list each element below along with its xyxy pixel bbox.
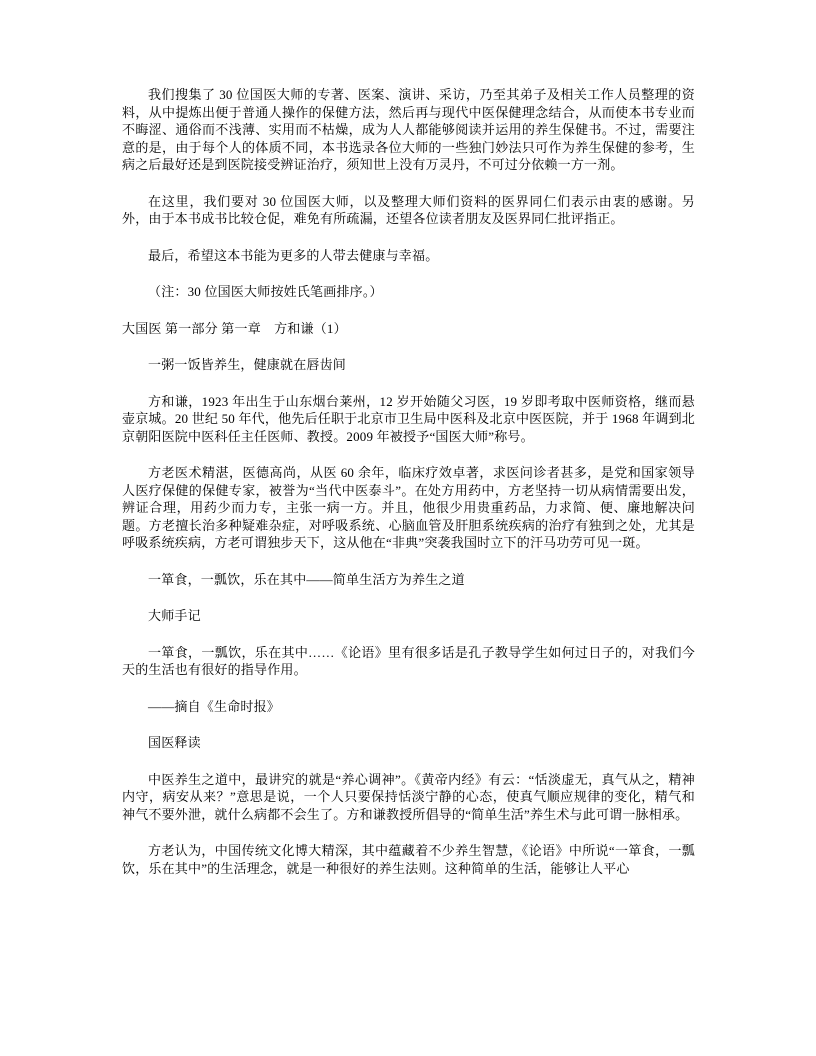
paragraph: 方老医术精湛，医德高尚，从医 60 余年，临床疗效卓著，求医问诊者甚多，是党和国家领导人医疗保健的保健专家，被誉为“当代中医泰斗”。在处方用药中，方老坚持一切从病情需要出发，辨证合理，用药少而力专，主张一病一方。并且，他很少用贵重药品，力求简、便、廉地解决问题。方老擅长治多种疑难杂症，对呼吸系统、心脑血管及肝胆系统疾病的治疗有独到之处，尤其是呼吸系统疾病，方老可谓独步天下，这从他在“非典”突袭我国时立下的汗马功劳可见一斑。 — [122, 465, 695, 550]
paragraph: （注：30 位国医大师按姓氏笔画排序。） — [148, 284, 383, 299]
paragraph: 国医释读 — [148, 735, 201, 750]
paragraph: 一箪食，一瓢饮，乐在其中——简单生活方为养生之道 — [148, 571, 465, 587]
paragraph: 最后，希望这本书能为更多的人带去健康与幸福。 — [148, 247, 439, 263]
paragraph: 在这里，我们要对 30 位国医大师，以及整理大师们资料的医界同仁们表示由衷的感谢。另外，由于本书成书比较仓促，难免有所疏漏，还望各位读者朋友及医界同仁批评指正。 — [122, 193, 695, 226]
document-content — [122, 86, 695, 877]
paragraph: ——摘自《生命时报》 — [148, 698, 281, 714]
paragraph: 中医养生之道中，最讲究的就是“养心调神”。《黄帝内经》有云：“恬淡虚无，真气从之，精神内守，病安从来？”意思是说，一个人只要保持恬淡宁静的心态，使真气顺应规律的变化，精气和神气不要外泄，就什么病都不会生了。方和谦教授所倡导的“简单生活”养生术与此可谓一脉相承。 — [122, 771, 695, 822]
paragraph: 方老认为，中国传统文化博大精深，其中蕴藏着不少养生智慧，《论语》中所说“一箪食，一瓢饮，乐在其中”的生活理念，就是一种很好的养生法则。这种简单的生活，能够让人平心 — [122, 843, 695, 876]
paragraph: 一箪食，一瓢饮，乐在其中……《论语》里有很多话是孔子教导学生如何过日子的，对我们今天的生活也有很好的指导作用。 — [122, 644, 695, 677]
paragraph: 方和谦，1923 年出生于山东烟台莱州，12 岁开始随父习医，19 岁即考取中医师资格，继而悬壶京城。20 世纪 50 年代，他先后任职于北京市卫生局中医科及北京中医医院，并于 1968 年调到北京朝阳医院中医科任主任医师、教授。2009 年被授予“国医大师”称号。 — [122, 393, 695, 444]
paragraph: 一粥一饭皆养生，健康就在唇齿间 — [148, 357, 347, 372]
section-heading: 大国医 第一部分 第一章 方和谦（1） — [122, 320, 347, 336]
paragraph: 我们搜集了 30 位国医大师的专著、医案、演讲、采访，乃至其弟子及相关工作人员整理的资料，从中提炼出便于普通人操作的保健方法，然后再与现代中医保健理念结合，从而使本书专业而不晦涩、通俗而不浅薄、实用而不枯燥，成为人人都能够阅读并运用的养生保健书。不过，需要注意的是，由于每个人的体质不同，本书选录各位大师的一些独门妙法只可作为养生保健的参考，生病之后最好还是到医院接受辨证治疗，须知世上没有万灵丹，不可过分依赖一方一剂。 — [122, 87, 695, 172]
paragraph: 大师手记 — [148, 608, 201, 623]
